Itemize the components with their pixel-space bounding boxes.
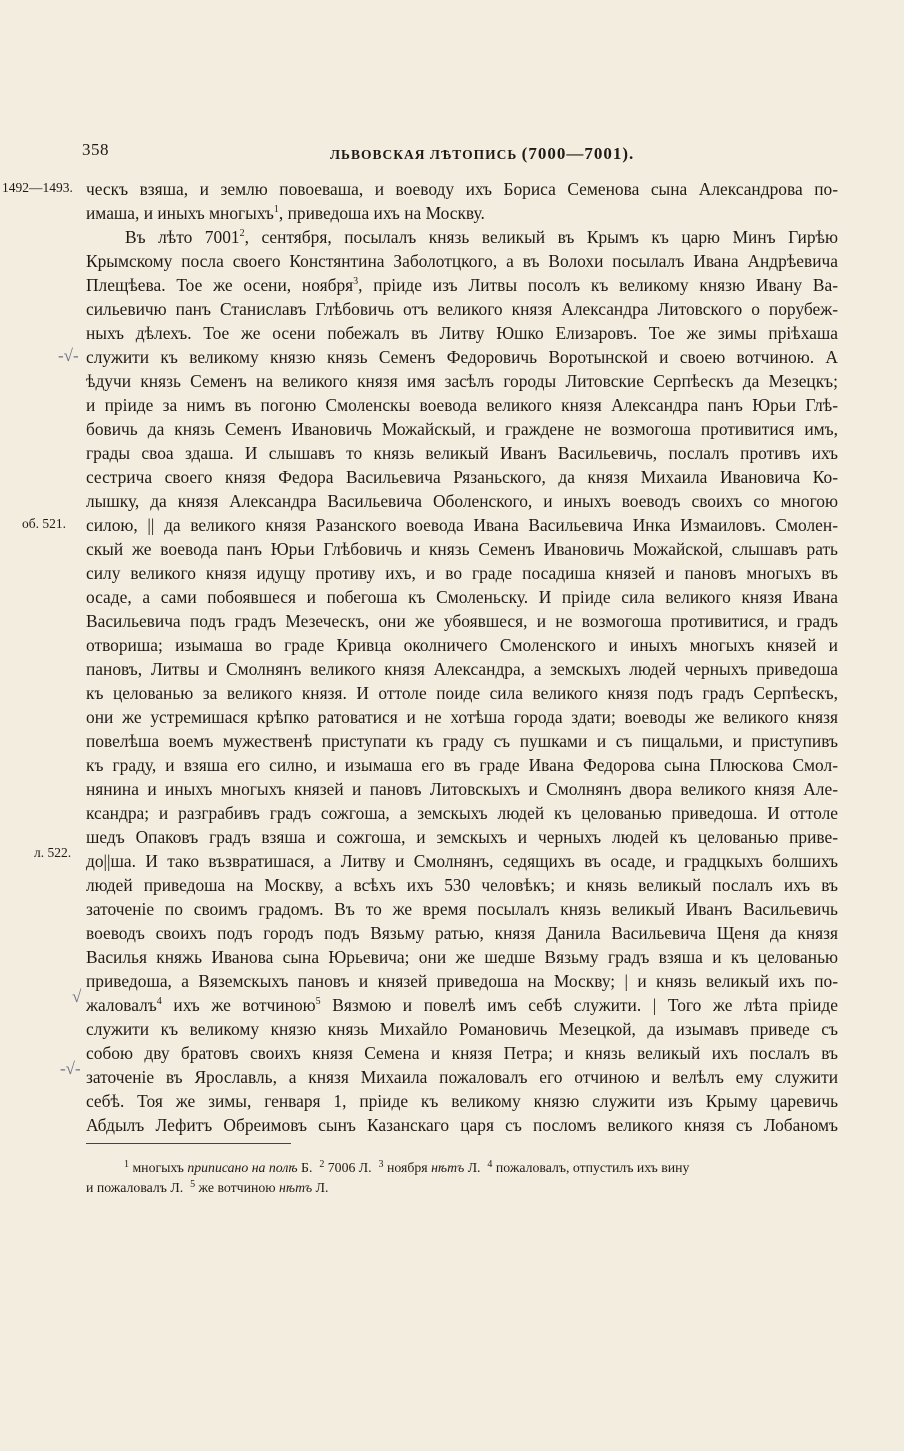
running-head [330,144,634,164]
text-line: они же устремишася крѣпко ратоватися и не хотѣша города здати; воеводы же великого князя [86,707,838,727]
text-line: повелѣша воемъ мужественѣ приступати къ граду съ пушками и съ пищальми, и приступивъ [86,731,838,751]
text-line: Крымскому посла своего Констянтина Заболотцкого, а въ Волохи посылалъ Ивана Андрѣевича [86,251,838,271]
text-line: сестрича своего князя Федора Васильевича Рязаньского, да князя Михаила Ивановича Ко- [86,467,838,487]
text-line: до||ша. И тако възвратишася, а Литву и Смолнянъ, седящихъ въ осаде, и градцкыхъ болшихъ [86,851,838,871]
pen-mark: -√- [60,1059,81,1078]
text-line: людей приведоша на Москву, а всѣхъ ихъ 530 человѣкъ; и князь великый послалъ ихъ въ [86,875,838,895]
text-line: Въ лѣто 7001$^2$, сентября, посылалъ князь великый въ Крымъ къ царю Минъ Гирѣю [125,227,838,247]
text-line: ныхъ дѣлехъ. Тое же осени побежалъ въ Литву Юшко Елизаровъ. Тое же зимы прiѣхаша [86,323,838,343]
text-line: силу великого князя идущу противу ихъ, и во граде посадиша князей и пановъ многыхъ въ [86,563,838,583]
running-head-title: ЛЬВОВСКАЯ ЛѢТОПИСЬ [330,147,518,162]
text-line: Абдылъ Лефитъ Обреимовъ сынъ Казанскаго царя съ посломъ великого князя съ Лобаномъ [86,1115,838,1135]
pen-mark: √ [72,987,82,1006]
text-line: Василья княжь Иванова сына Юрьевича; они же шедше Вязьму градъ взяша и къ целованью [86,947,838,967]
text-line: приведоша, а Вяземскыхъ пановъ и князей приведоша на Москву; | и князь великый ихъ по- [86,971,838,991]
text-line: лышку, да князя Александра Васильевича Оболенского, и иныхъ воеводъ своихъ со многою [86,491,838,511]
text-line: воеводъ своихъ подъ городъ подъ Вязьму ратью, князя Данила Васильевича Щеня да князя [86,923,838,943]
text-line: шедъ Опаковъ градъ взяша и сожгоша, и земскыхъ и черныхъ людей къ целованью приве- [86,827,838,847]
text-line: ческъ взяша, и землю повоеваша, и воеводу ихъ Бориса Семенова сына Александрова по- [86,179,838,199]
text-line: сильевичю панъ Станиславъ Глѣбовичь отъ великого князя Александра Литовского о порубеж- [86,299,838,319]
text-line: осаде, а сами побоявшеся и побегоша къ Смоленьску. И прiиде сила великого князя Ивана [86,587,838,607]
text-line: и прiиде за нимъ въ погоню Смоленскы воевода великого князя Александра панъ Юрьи Глѣ- [86,395,838,415]
text-line: грады своа здаша. И слышавъ то князь великый Иванъ Васильевичь, послалъ противъ ихъ [86,443,838,463]
margin-note-folio-522: л. 522. [34,845,72,860]
text-line: Васильевича подъ градъ Мезеческъ, они же убоявшеся, и не возмогоша противитися, и градъ [86,611,838,631]
page-number: 358 [82,140,109,159]
text-line: себѣ. Тоя же зимы, генваря 1, прiиде къ великому князю служити изъ Крыму царевичь [86,1091,838,1111]
text-line: служити къ великому князю князь Семенъ Федоровичь Воротынской и своею вотчиною. А [86,347,838,367]
text-line: ксандра; и разграбивъ градъ сожгоша, а земскыхъ людей къ целованью приведоша. И оттоле [86,803,838,823]
footnote-rule [86,1143,291,1144]
running-head-years: (7000—7001). [521,144,635,163]
text-line: бовичь да князь Семенъ Ивановичь Можайскый, и гражденe не возмогоша противитися имъ, [86,419,838,439]
text-line: заточенiе въ Ярославль, а князя Михаила пожаловалъ его отчиною и велѣлъ ему служити [86,1067,838,1087]
text-line: къ целованью за великого князя. И оттоле поиде сила великого князя подъ градъ Серпѣескъ, [86,683,838,703]
text-line: ѣдучи князь Семенъ на великого князя имя засѣлъ городы Литовские Серпѣескъ да Мезецкъ; [86,371,838,391]
text-line: Плещѣева. Тое же осени, ноября$^3$, прiиде изъ Литвы посолъ къ великому князю Ивану Ва- [86,275,838,295]
text-line: силою, || да великого князя Разанского воевода Ивана Васильевича Инка Измаиловъ. Смолен- [86,515,838,535]
text-line: отвориша; изымаша во граде Кривца околничего Смоленского и иныхъ многыхъ князей и [86,635,838,655]
text-line: заточенiе по своимъ градомъ. Въ то же время посылалъ князь великый Иванъ Васильевичь [86,899,838,919]
text-line: собою дву братовъ своихъ князя Семена и князя Петра; и князь великый ихъ послалъ въ [86,1043,838,1063]
text-line: нянина и иныхъ многыхъ князей и пановъ Литовскыхъ и Смолнянъ двора великого князя Але- [86,779,838,799]
text-line: къ граду, и взяша его силно, и изымаша его въ граде Ивана Федорова сына Плюскова Смол- [86,755,838,775]
text-line: служити къ великому князю князь Михайло Романовичь Мезецкой, да изымавъ приведе съ [86,1019,838,1039]
pen-mark: -√- [58,346,79,365]
footnote-line: и пожаловалъ Л. $^5$ же вотчиною нѣтъ Л. [86,1179,329,1195]
footnote-line: $^1$ многыхъ приписано на полѣ Б. $^2$ 7006 Л. $^3$ ноября нѣтъ Л. $^4$ пожаловалъ, отпустилъ ихъ вину [124,1159,690,1175]
margin-note-years: 1492—1493. [2,180,73,195]
text-line: скый же воевода панъ Юрьи Глѣбовичь и князь Семенъ Ивановичь Можайской, слышавъ рать [86,539,838,559]
text-line: пановъ, Литвы и Смолнянъ великого князя Александра, а земскыхъ людей черныхъ приведоша [86,659,838,679]
margin-note-folio-521: об. 521. [22,516,66,531]
text-line: жаловалъ$^4$ ихъ же вотчиною$^5$ Вязмою и повелѣ имъ себѣ служити. | Того же лѣта прiиде [86,995,838,1015]
text-line: имаша, и иныхъ многыхъ$^1$, приведоша ихъ на Москву. [86,203,485,223]
